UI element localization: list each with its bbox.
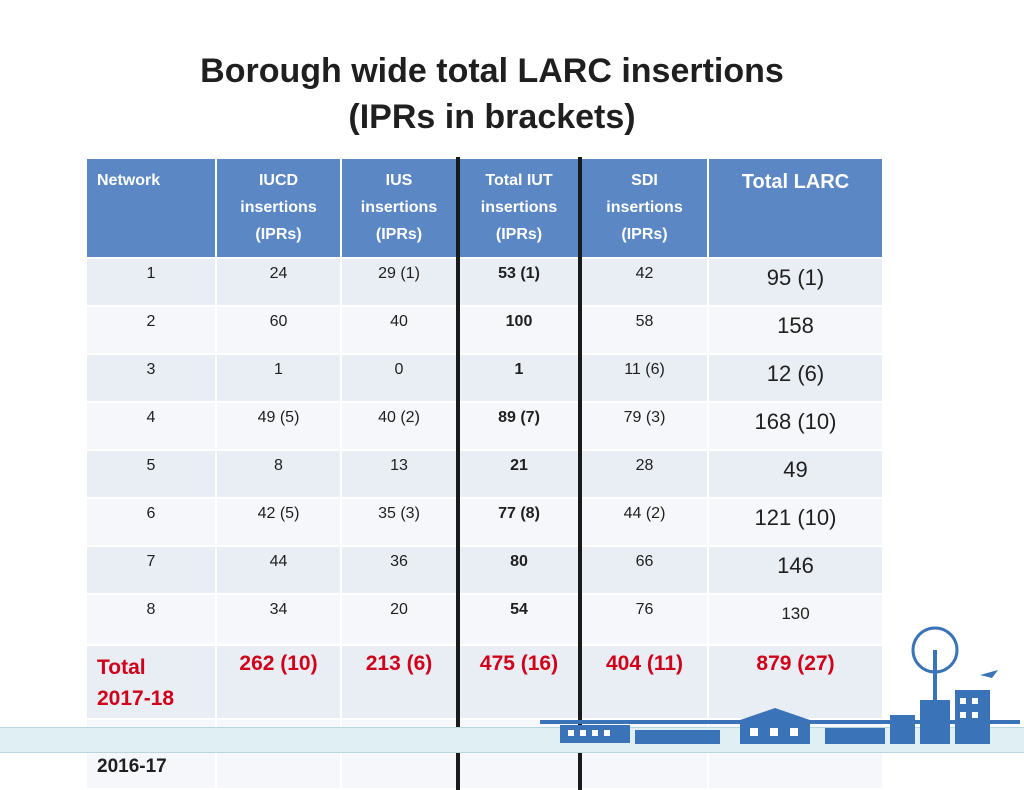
cell-sdi: 58 [580, 306, 708, 354]
cell-total-larc: 95 (1) [708, 258, 883, 306]
cell-iucd: 24 [216, 258, 341, 306]
header-total-larc: Total LARC [708, 158, 883, 258]
cell-iucd: 42 (5) [216, 498, 341, 546]
cell-iucd: 34 [216, 594, 341, 645]
cell-total-iut: 77 (8) [458, 498, 580, 546]
cell-sdi: 66 [580, 546, 708, 594]
cell-total-iut: 80 [458, 546, 580, 594]
cell-sdi: 44 (2) [580, 498, 708, 546]
cell-total-larc: 146 [708, 546, 883, 594]
cell-sdi: 42 [580, 258, 708, 306]
cell-total-iut: 1 [458, 354, 580, 402]
cell-network: 4 [86, 402, 216, 450]
header-network: Network [86, 158, 216, 258]
table-row [86, 402, 883, 450]
cell-network: 1 [86, 258, 216, 306]
cell-total-larc: 130 [708, 594, 883, 645]
cell-network: 2 [86, 306, 216, 354]
total-sdi: 404 (11) [580, 645, 708, 719]
cell-sdi: 11 (6) [580, 354, 708, 402]
cell-ius: 36 [341, 546, 458, 594]
table-header-row [86, 158, 883, 258]
table-row [86, 546, 883, 594]
total-iut: 475 (16) [458, 645, 580, 719]
total-row-label: Total 2017-18 [86, 645, 216, 719]
title-line-2: (IPRs in brackets) [348, 98, 636, 136]
total-ius: 213 (6) [341, 645, 458, 719]
cell-total-iut: 89 (7) [458, 402, 580, 450]
cell-iucd: 8 [216, 450, 341, 498]
cell-total-larc: 12 (6) [708, 354, 883, 402]
header-ius: IUS insertions (IPRs) [341, 158, 458, 258]
table-row [86, 354, 883, 402]
cell-network: 3 [86, 354, 216, 402]
cell-total-iut: 100 [458, 306, 580, 354]
cell-total-larc: 168 (10) [708, 402, 883, 450]
cell-total-iut: 54 [458, 594, 580, 645]
header-sdi: SDI insertions (IPRs) [580, 158, 708, 258]
total-larc: 879 (27) [708, 645, 883, 719]
cell-ius: 0 [341, 354, 458, 402]
cell-total-iut: 53 (1) [458, 258, 580, 306]
header-iucd: IUCD insertions (IPRs) [216, 158, 341, 258]
total-row-label: 2016-17 [86, 719, 216, 789]
cell-network: 5 [86, 450, 216, 498]
cell-ius: 40 (2) [341, 402, 458, 450]
cell-total-larc: 158 [708, 306, 883, 354]
cell-ius: 20 [341, 594, 458, 645]
table-row [86, 450, 883, 498]
cell-ius: 35 (3) [341, 498, 458, 546]
cell-total-larc: 121 (10) [708, 498, 883, 546]
cell-total-iut: 21 [458, 450, 580, 498]
table-row [86, 498, 883, 546]
table-row [86, 258, 883, 306]
header-total-iut: Total IUT insertions (IPRs) [458, 158, 580, 258]
city-skyline-icon [540, 620, 1020, 750]
cell-ius: 29 (1) [341, 258, 458, 306]
total-iucd: 262 (10) [216, 645, 341, 719]
cell-sdi: 28 [580, 450, 708, 498]
cell-total-larc: 49 [708, 450, 883, 498]
cell-network: 8 [86, 594, 216, 645]
cell-network: 6 [86, 498, 216, 546]
cell-iucd: 60 [216, 306, 341, 354]
cell-ius: 13 [341, 450, 458, 498]
title-line-1: Borough wide total LARC insertions [200, 52, 784, 90]
cell-network: 7 [86, 546, 216, 594]
cell-iucd: 49 (5) [216, 402, 341, 450]
table-row [86, 306, 883, 354]
cell-sdi: 76 [580, 594, 708, 645]
cell-sdi: 79 (3) [580, 402, 708, 450]
cell-iucd: 1 [216, 354, 341, 402]
page-title [0, 48, 984, 140]
cell-ius: 40 [341, 306, 458, 354]
cell-iucd: 44 [216, 546, 341, 594]
